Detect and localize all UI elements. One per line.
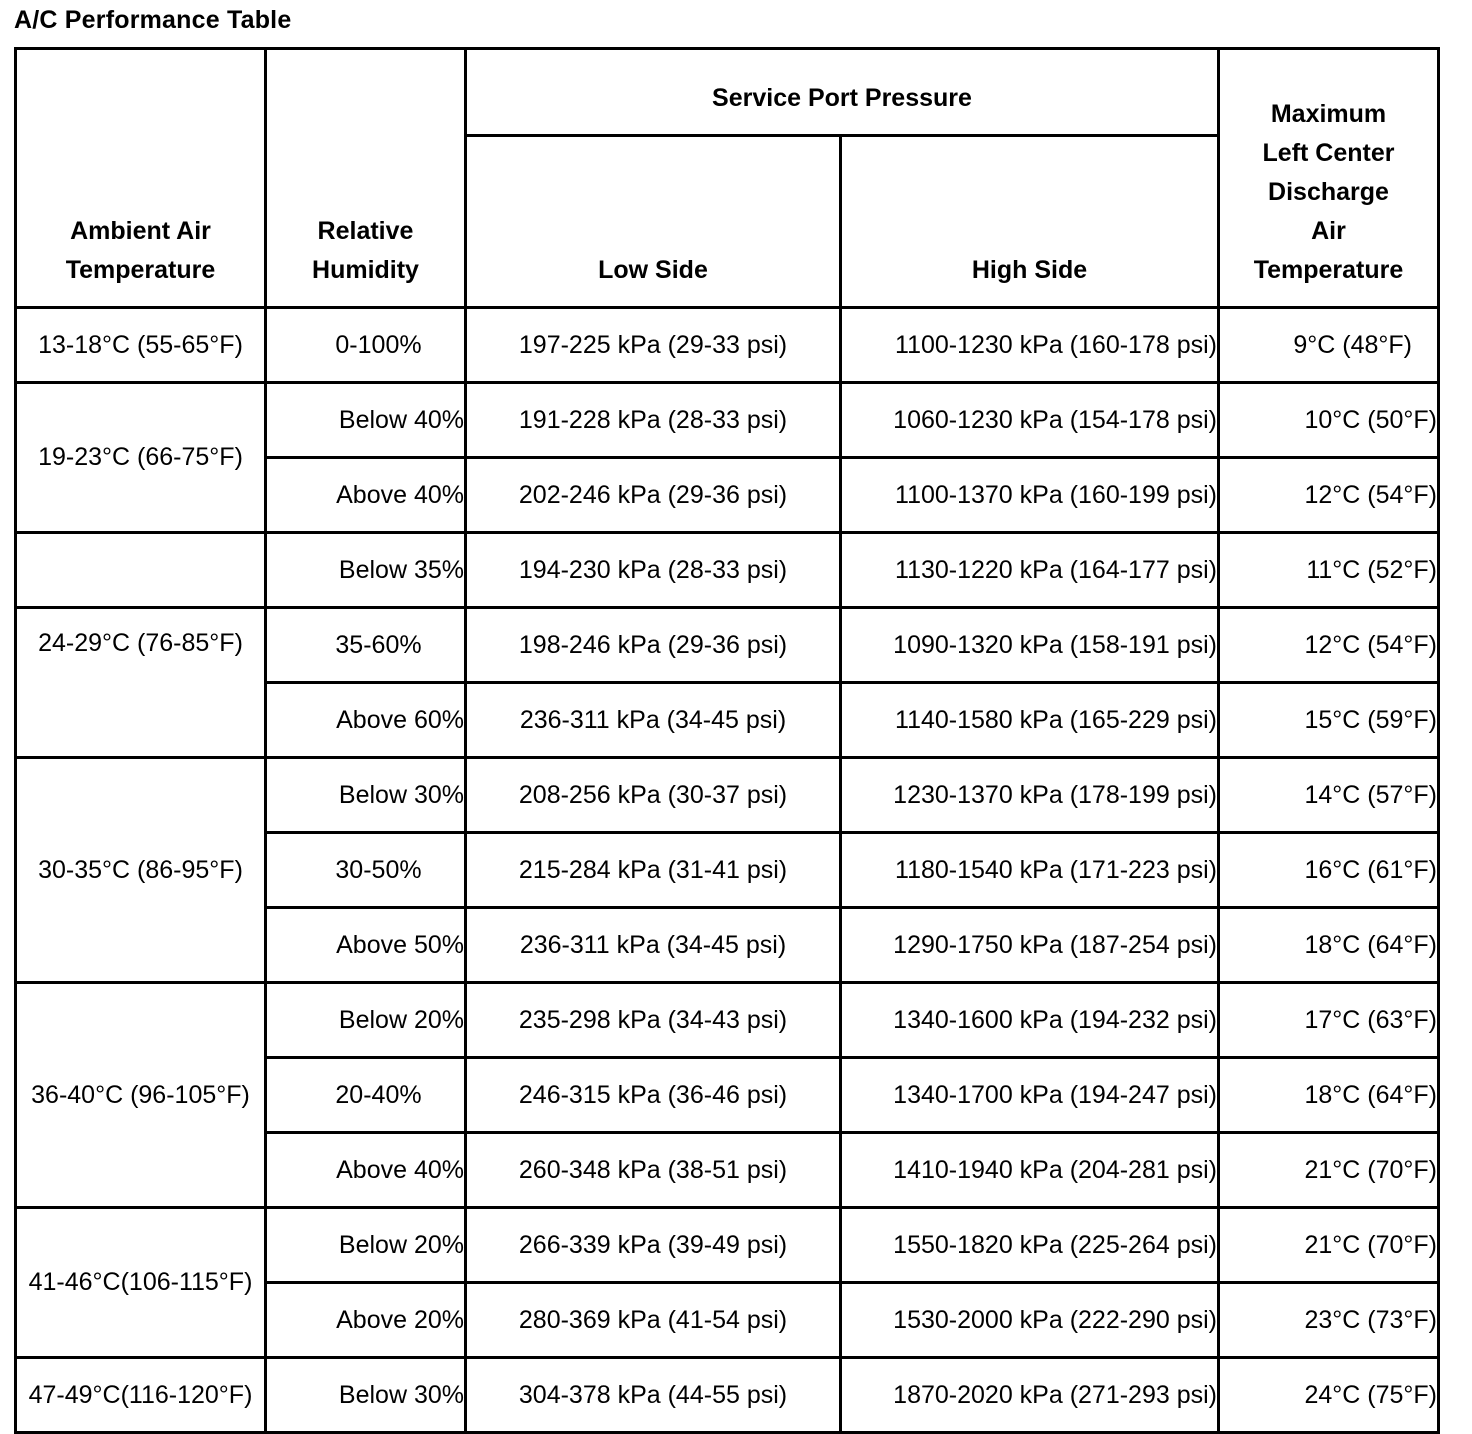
table-row xyxy=(16,983,1439,1058)
high-side-cell: 1290-1750 kPa (187-254 psi) xyxy=(841,908,1219,983)
humidity-header-line1: Relative xyxy=(317,217,414,245)
low-side-cell: 235-298 kPa (34-43 psi) xyxy=(466,983,841,1058)
page-title: A/C Performance Table xyxy=(14,6,292,34)
humidity-cell: 20-40% xyxy=(266,1058,466,1133)
max-temp-cell: 23°C (73°F) xyxy=(1219,1283,1439,1358)
high-side-cell: 1090-1320 kPa (158-191 psi) xyxy=(841,608,1219,683)
high-side-cell: 1140-1580 kPa (165-229 psi) xyxy=(841,683,1219,758)
max-temp-cell: 16°C (61°F) xyxy=(1219,833,1439,908)
humidity-cell: 30-50% xyxy=(266,833,466,908)
max-temp-cell: 18°C (64°F) xyxy=(1219,908,1439,983)
max-temp-cell: 17°C (63°F) xyxy=(1219,983,1439,1058)
high-side-cell: 1340-1600 kPa (194-232 psi) xyxy=(841,983,1219,1058)
humidity-cell: Above 40% xyxy=(266,458,466,533)
max-header-line1: Maximum xyxy=(1270,100,1387,128)
low-side-header: Low Side xyxy=(466,136,841,308)
humidity-header xyxy=(266,49,466,308)
ambient-cell-empty xyxy=(16,533,266,608)
max-header-line3: Discharge xyxy=(1268,178,1389,206)
table-row xyxy=(16,1208,1439,1283)
ambient-cell: 36-40°C (96-105°F) xyxy=(16,983,266,1208)
low-side-cell: 304-378 kPa (44-55 psi) xyxy=(466,1358,841,1433)
high-side-cell: 1130-1220 kPa (164-177 psi) xyxy=(841,533,1219,608)
high-side-cell: 1230-1370 kPa (178-199 psi) xyxy=(841,758,1219,833)
humidity-cell: 35-60% xyxy=(266,608,466,683)
table-row xyxy=(16,308,1439,383)
max-temp-cell: 21°C (70°F) xyxy=(1219,1208,1439,1283)
low-side-cell: 236-311 kPa (34-45 psi) xyxy=(466,683,841,758)
ambient-temp-header xyxy=(16,49,266,308)
max-discharge-temp-header xyxy=(1219,49,1439,308)
low-side-cell: 194-230 kPa (28-33 psi) xyxy=(466,533,841,608)
low-side-cell: 198-246 kPa (29-36 psi) xyxy=(466,608,841,683)
humidity-cell: Above 50% xyxy=(266,908,466,983)
humidity-cell: Below 20% xyxy=(266,983,466,1058)
high-side-cell: 1180-1540 kPa (171-223 psi) xyxy=(841,833,1219,908)
low-side-cell: 208-256 kPa (30-37 psi) xyxy=(466,758,841,833)
humidity-cell: Above 40% xyxy=(266,1133,466,1208)
humidity-cell: Below 30% xyxy=(266,758,466,833)
table-row xyxy=(16,758,1439,833)
ac-performance-table xyxy=(14,47,1440,1434)
humidity-cell: 0-100% xyxy=(266,308,466,383)
table-row xyxy=(16,533,1439,608)
max-temp-cell: 14°C (57°F) xyxy=(1219,758,1439,833)
ambient-cell: 13-18°C (55-65°F) xyxy=(16,308,266,383)
low-side-cell: 197-225 kPa (29-33 psi) xyxy=(466,308,841,383)
max-temp-cell: 10°C (50°F) xyxy=(1219,383,1439,458)
max-temp-cell: 9°C (48°F) xyxy=(1219,308,1439,383)
max-temp-cell: 15°C (59°F) xyxy=(1219,683,1439,758)
humidity-cell: Below 35% xyxy=(266,533,466,608)
low-side-cell: 202-246 kPa (29-36 psi) xyxy=(466,458,841,533)
table-row xyxy=(16,1358,1439,1433)
max-header-line2: Left Center xyxy=(1262,139,1395,167)
high-side-cell: 1340-1700 kPa (194-247 psi) xyxy=(841,1058,1219,1133)
high-side-cell: 1410-1940 kPa (204-281 psi) xyxy=(841,1133,1219,1208)
high-side-cell: 1100-1370 kPa (160-199 psi) xyxy=(841,458,1219,533)
ambient-cell: 30-35°C (86-95°F) xyxy=(16,758,266,983)
max-temp-cell: 11°C (52°F) xyxy=(1219,533,1439,608)
ambient-cell: 41-46°C(106-115°F) xyxy=(16,1208,266,1358)
high-side-cell: 1530-2000 kPa (222-290 psi) xyxy=(841,1283,1219,1358)
ambient-header-line1: Ambient Air xyxy=(70,217,211,245)
ambient-cell: 19-23°C (66-75°F) xyxy=(16,383,266,533)
humidity-cell: Above 20% xyxy=(266,1283,466,1358)
humidity-cell: Below 20% xyxy=(266,1208,466,1283)
max-temp-cell: 21°C (70°F) xyxy=(1219,1133,1439,1208)
low-side-cell: 215-284 kPa (31-41 psi) xyxy=(466,833,841,908)
humidity-cell: Above 60% xyxy=(266,683,466,758)
max-header-line4: Air xyxy=(1311,217,1346,245)
low-side-cell: 266-339 kPa (39-49 psi) xyxy=(466,1208,841,1283)
humidity-header-line2: Humidity xyxy=(312,256,419,284)
max-temp-cell: 12°C (54°F) xyxy=(1219,458,1439,533)
high-side-cell: 1060-1230 kPa (154-178 psi) xyxy=(841,383,1219,458)
ambient-cell: 24-29°C (76-85°F) xyxy=(16,608,266,758)
service-port-pressure-header: Service Port Pressure xyxy=(466,49,1219,136)
max-temp-cell: 12°C (54°F) xyxy=(1219,608,1439,683)
low-side-cell: 260-348 kPa (38-51 psi) xyxy=(466,1133,841,1208)
max-temp-cell: 24°C (75°F) xyxy=(1219,1358,1439,1433)
ambient-cell: 47-49°C(116-120°F) xyxy=(16,1358,266,1433)
high-side-header: High Side xyxy=(841,136,1219,308)
header-row-1 xyxy=(16,49,1439,136)
high-side-cell: 1100-1230 kPa (160-178 psi) xyxy=(841,308,1219,383)
low-side-cell: 191-228 kPa (28-33 psi) xyxy=(466,383,841,458)
low-side-cell: 236-311 kPa (34-45 psi) xyxy=(466,908,841,983)
low-side-cell: 280-369 kPa (41-54 psi) xyxy=(466,1283,841,1358)
low-side-cell: 246-315 kPa (36-46 psi) xyxy=(466,1058,841,1133)
humidity-cell: Below 40% xyxy=(266,383,466,458)
humidity-cell: Below 30% xyxy=(266,1358,466,1433)
table-row xyxy=(16,383,1439,458)
high-side-cell: 1870-2020 kPa (271-293 psi) xyxy=(841,1358,1219,1433)
max-temp-cell: 18°C (64°F) xyxy=(1219,1058,1439,1133)
ambient-header-line2: Temperature xyxy=(65,256,216,284)
max-header-line5: Temperature xyxy=(1253,256,1404,284)
table-row xyxy=(16,608,1439,683)
high-side-cell: 1550-1820 kPa (225-264 psi) xyxy=(841,1208,1219,1283)
